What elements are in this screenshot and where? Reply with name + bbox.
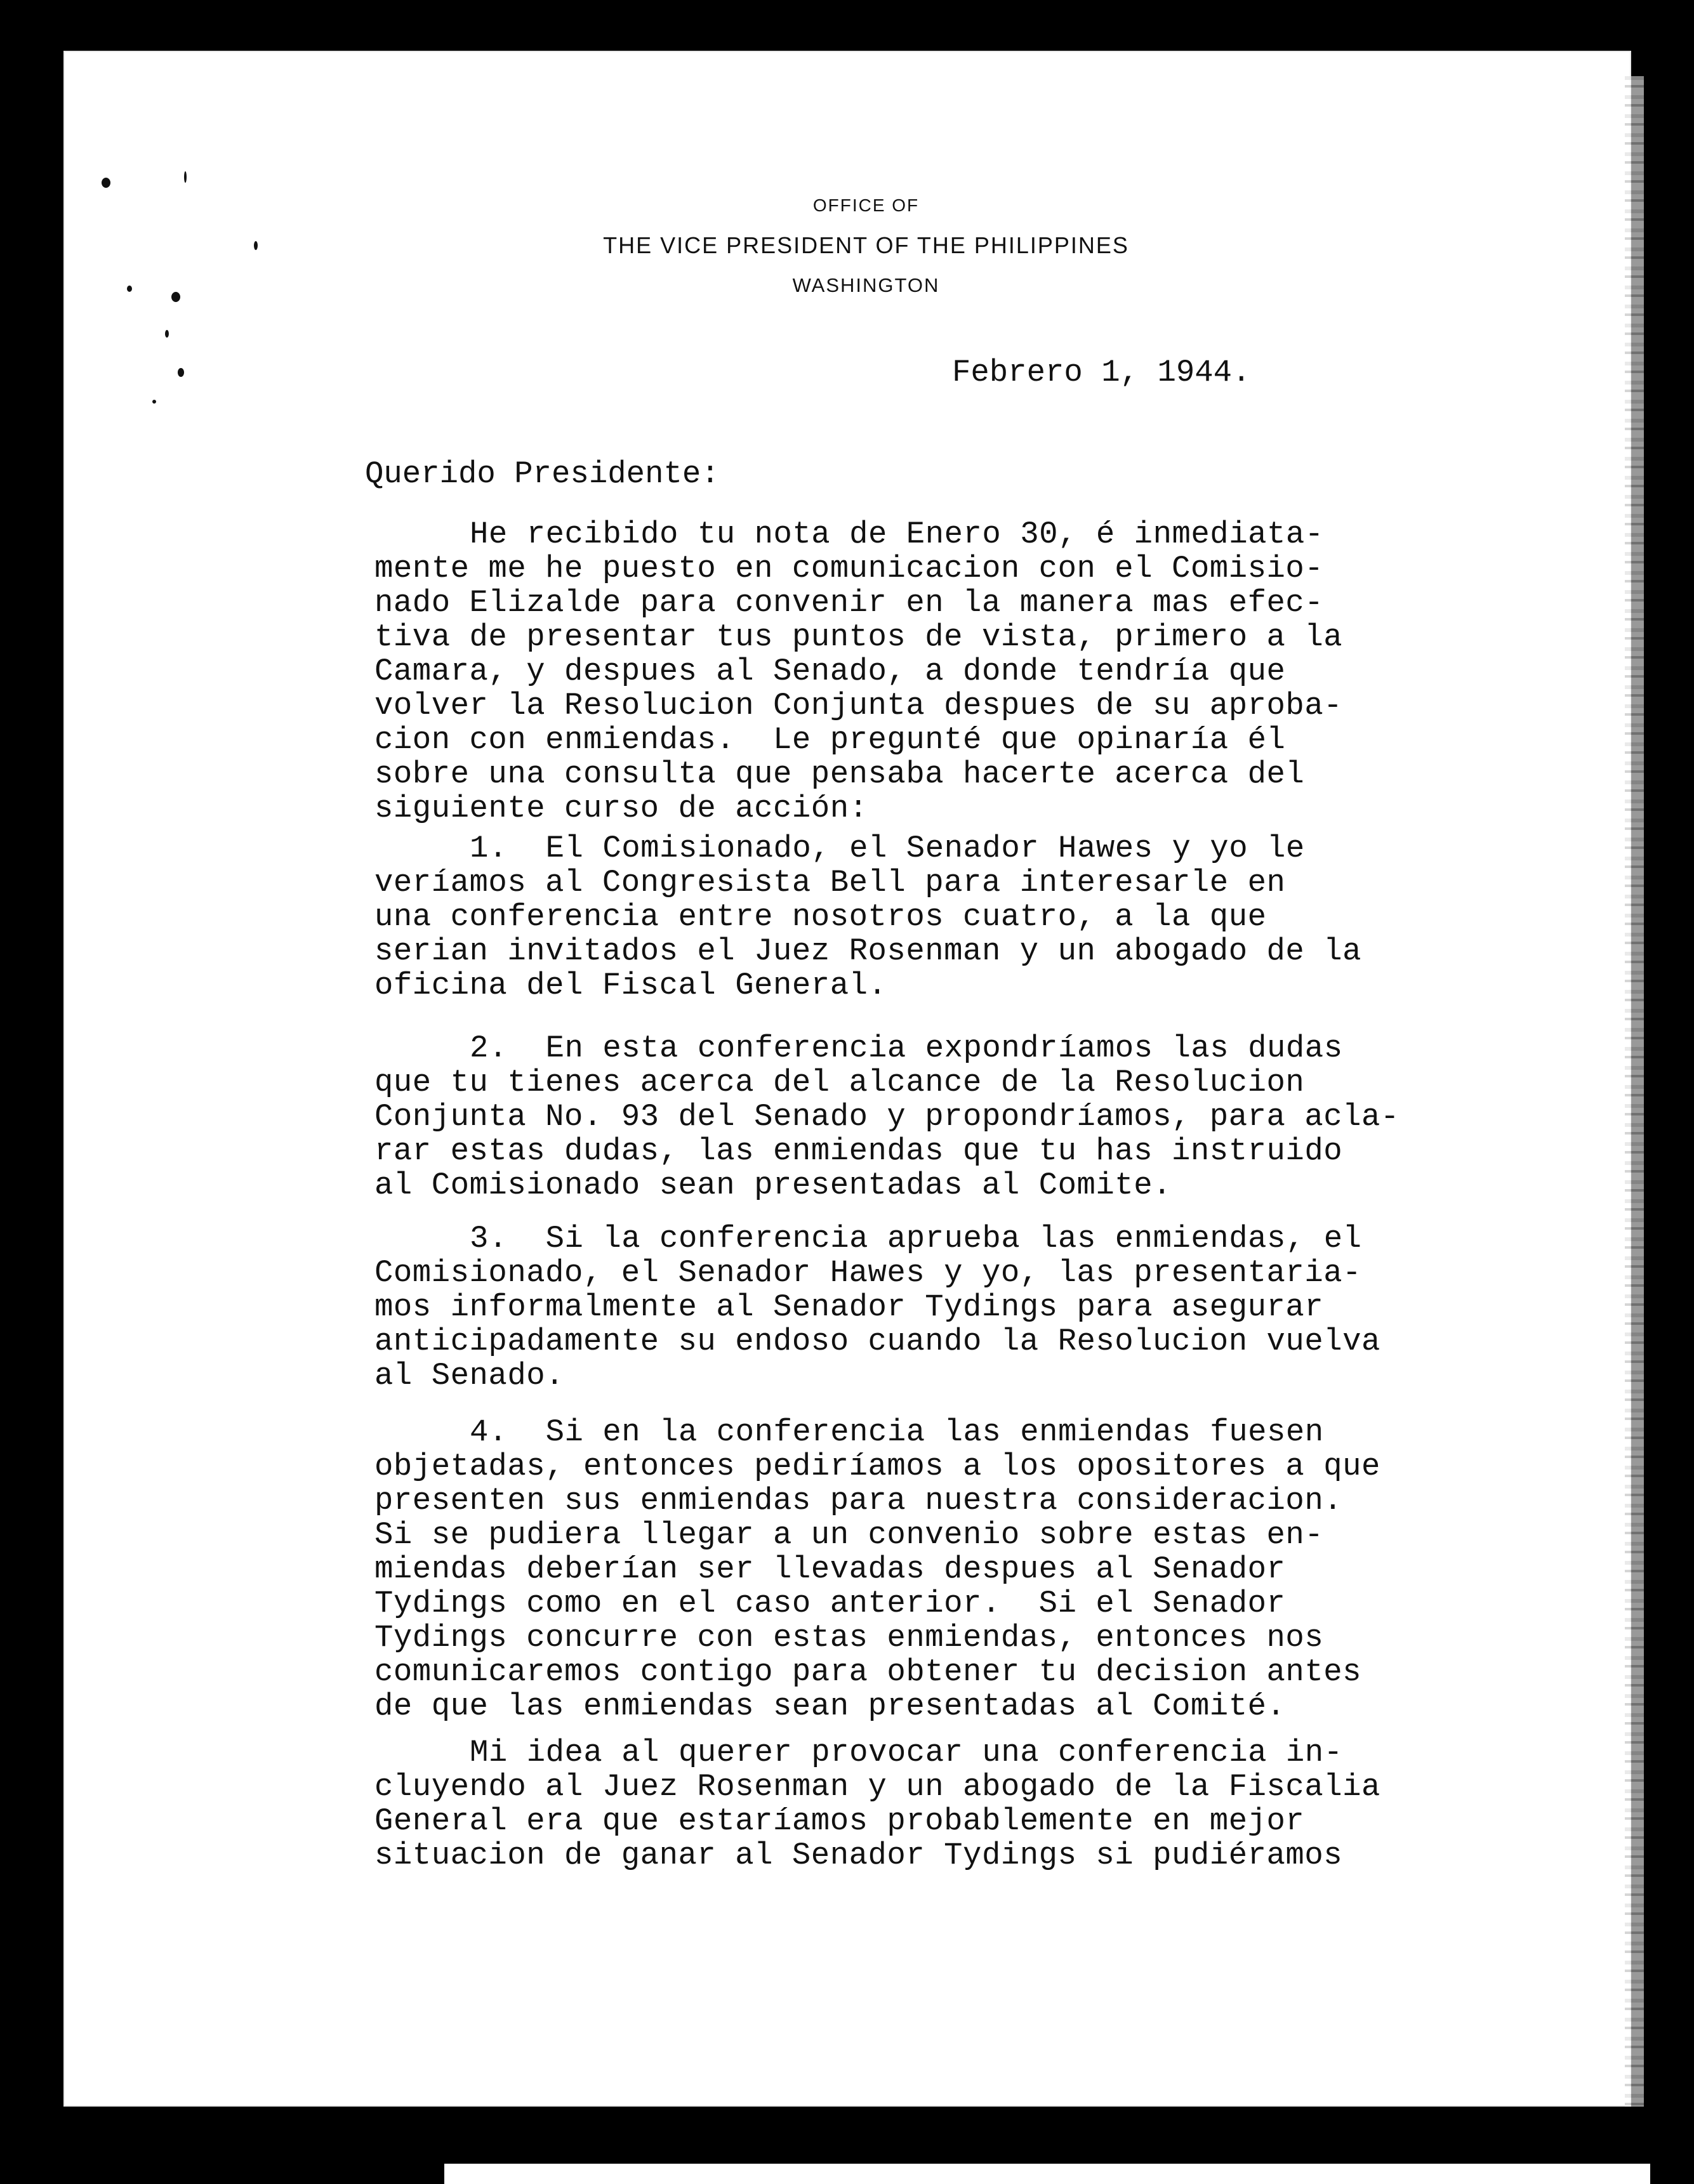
letter-date: Febrero 1, 1944. (952, 355, 1251, 390)
text-line: situacion de ganar al Senador Tydings si pudiéramos (374, 1838, 1343, 1873)
letterhead-title: THE VICE PRESIDENT OF THE PHILIPPINES (603, 232, 1129, 258)
text-line: una conferencia entre nosotros cuatro, a la que (374, 899, 1267, 935)
text-line: 2. En esta conferencia expondríamos las dudas (470, 1030, 1343, 1066)
text-line: miendas deberían ser llevadas despues al Senador (374, 1551, 1286, 1587)
text-line: Si se pudiera llegar a un convenio sobre estas en- (374, 1517, 1324, 1553)
text-line: anticipadamente su endoso cuando la Resolucion vuelva (374, 1324, 1380, 1359)
text-line: serian invitados el Juez Rosenman y un abogado de la (374, 933, 1362, 969)
text-line: que tu tienes acerca del alcance de la Resolucion (374, 1065, 1305, 1100)
text-line: siguiente curso de acción: (374, 791, 868, 826)
letter-salutation: Querido Presidente: (365, 456, 720, 492)
paragraph-item-1 (374, 831, 1415, 1003)
text-line: volver la Resolucion Conjunta despues de su aproba- (374, 688, 1343, 723)
text-line: Mi idea al querer provocar una conferencia in- (470, 1735, 1343, 1770)
text-line: Comisionado, el Senador Hawes y yo, las presentaria- (374, 1255, 1362, 1291)
text-line: cion con enmiendas. Le pregunté que opinaría él (374, 722, 1286, 758)
text-line: Tydings como en el caso anterior. Si el Senador (374, 1586, 1286, 1621)
text-line: General era que estaríamos probablemente en mejor (374, 1803, 1305, 1839)
paragraph-intro (374, 517, 1415, 826)
text-line: tiva de presentar tus puntos de vista, primero a la (374, 619, 1343, 655)
text-line: de que las enmiendas sean presentadas al Comité. (374, 1688, 1286, 1724)
text-line: comunicaremos contigo para obtener tu decision antes (374, 1654, 1362, 1690)
scan-speckles (89, 102, 228, 419)
text-line: Camara, y despues al Senado, a donde tendría que (374, 654, 1286, 689)
text-line: mos informalmente al Senador Tydings para asegurar (374, 1289, 1324, 1325)
paragraph-item-3 (374, 1221, 1415, 1393)
text-line: sobre una consulta que pensaba hacerte acerca del (374, 756, 1305, 792)
text-line: presenten sus enmiendas para nuestra consideracion. (374, 1483, 1343, 1518)
text-line: nado Elizalde para convenir en la manera mas efec- (374, 585, 1324, 621)
text-line: objetadas, entonces pediríamos a los opositores a que (374, 1449, 1380, 1484)
text-line: al Comisionado sean presentadas al Comite. (374, 1168, 1172, 1203)
text-line: 1. El Comisionado, el Senador Hawes y yo le (470, 831, 1305, 866)
text-line: rar estas dudas, las enmiendas que tu has instruido (374, 1133, 1343, 1169)
text-line: oficina del Fiscal General. (374, 968, 887, 1003)
paragraph-item-2 (374, 1031, 1415, 1202)
paragraph-closing (374, 1735, 1415, 1872)
text-line: mente me he puesto en comunicacion con el Comisio- (374, 551, 1324, 586)
text-line: Tydings concurre con estas enmiendas, entonces nos (374, 1620, 1324, 1655)
letterhead-office-of: OFFICE OF (812, 195, 920, 215)
text-line: 4. Si en la conferencia las enmiendas fuesen (470, 1414, 1324, 1450)
letterhead-place: WASHINGTON (792, 274, 940, 296)
page-edge-shadow (1625, 76, 1644, 2107)
page-bottom-edge (444, 2164, 1650, 2184)
text-line: cluyendo al Juez Rosenman y un abogado de la Fiscalia (374, 1769, 1380, 1805)
text-line: al Senado. (374, 1358, 565, 1393)
text-line: veríamos al Congresista Bell para interesarle en (374, 865, 1286, 900)
paragraph-item-4 (374, 1415, 1415, 1723)
text-line: He recibido tu nota de Enero 30, é inmediata- (470, 516, 1324, 552)
text-line: 3. Si la conferencia aprueba las enmiendas, el (470, 1221, 1362, 1256)
text-line: Conjunta No. 93 del Senado y propondríamos, para acla- (374, 1099, 1400, 1135)
